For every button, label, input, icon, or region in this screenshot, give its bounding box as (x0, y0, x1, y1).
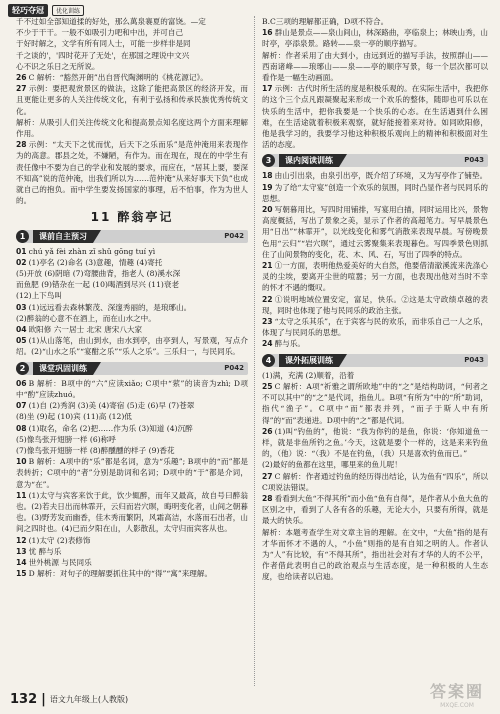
section-page-ref: P042 (224, 363, 244, 372)
answer-item (262, 260, 488, 294)
answer-number: 08 (16, 423, 27, 433)
answer-item (262, 182, 488, 204)
answer-item (16, 313, 248, 324)
band-slash-shape (93, 362, 101, 375)
answer-text: (1)自 (2)秀润 (3)美 (4)寄宿 (5)走 (6)早 (7)苍翠 (28, 401, 195, 411)
answer-item (262, 338, 488, 349)
section-title: 课前自主预习 (33, 230, 93, 243)
answer-list-top (16, 72, 248, 206)
answer-text: (1)从山落笔，由山到水，由水到亭，由亭到人，写景观，写点介绍。(2)“山水之乐”“宴酣之乐”“乐人之乐”。三乐归一，与民同乐。 (16, 336, 248, 357)
answer-number: 23 (262, 317, 273, 327)
answer-item (262, 493, 488, 527)
answer-number: 22 (262, 294, 273, 304)
answer-number: 16 (262, 28, 273, 38)
answer-item (262, 204, 488, 260)
text-line: 心不识之乐日之无所说。 (16, 61, 100, 71)
page-number: 132 (10, 692, 38, 707)
answer-text: (8)坐 (9)起 (10)宾 (11)高 (12)低 (16, 412, 132, 422)
brand-tag: 优化训练 (52, 5, 84, 16)
answer-number: 26 (262, 426, 273, 436)
section-number-icon: 3 (262, 154, 275, 167)
answer-item (16, 246, 248, 257)
answer-number: 28 (16, 140, 27, 150)
answer-text: 欧阳修 六一居士 北宋 唐宋八大家 (28, 325, 143, 335)
answer-item (16, 400, 248, 411)
answer-number: 04 (16, 325, 27, 335)
answer-number: 01 (16, 246, 27, 256)
footer-separator: | (41, 692, 46, 707)
answer-text: 示例：要把观赏景区的做法，这除了能把高景区的经济开发，而且更能让更多的人关注传统文化，有利于弘扬和传承民族优秀传统文化。 (16, 84, 248, 116)
answer-text: ①一方面，表明他热爱美好的大自然，他要借清澈溪流来洗涤心灵的尘埃，要离开尘世的喧嚣；另一方面，也表现出他对当时不幸的怀才不遇的慨叹。 (262, 261, 488, 293)
answer-text: 看看到大鱼“不得其所”而小鱼“鱼有自得”，是作者从小鱼大鱼的区别之中，看到了人各有各的乐趣，无论大小，只要有所得，就是最大的快乐。 (262, 493, 488, 526)
answer-list-prep (16, 246, 248, 358)
answer-text: 为了给“太守宴”创造一个欢乐的氛围，同时凸显作者与民同乐的思想。 (262, 182, 488, 203)
answer-item (262, 294, 488, 316)
answer-number: 11 (16, 490, 27, 500)
answer-text: 世外桃源 与民同乐 (28, 557, 92, 567)
answer-number: 25 (262, 381, 273, 391)
answer-text: B 解析：B项中的“六”应读xiǎo; C项中“萦”的读音为zhì; D项中“酌”应读zhuó。 (16, 378, 248, 399)
answer-text: chú yǎ fèi zhàn zǐ shǔ gōng tuí yì (28, 246, 156, 256)
answer-text: 忧 醉与乐 (28, 546, 62, 556)
answer-text: (1)太守与宾客来饮于此，饮少辄醉，而年又最高，故自号曰醉翁也。(2)若夫日出而林霏开，云归而岩穴暝，晦明变化者，山间之朝暮也。(3)野芳发而幽香，佳木秀而繁阴，风霜高洁，水落而石出者，山间之四时也。(4)已而夕阳在山，人影散乱，太守归而宾客从也。 (16, 490, 248, 534)
answer-text: C 解析：“豁然开朗”出自晋代陶渊明的《桃花源记》。 (28, 73, 208, 83)
answer-item (16, 546, 248, 557)
answer-text: (5)像鸟张开翅膀一样 (6)称呼 (16, 434, 116, 444)
answer-item (262, 316, 488, 338)
answer-list-right-top (262, 16, 488, 150)
answer-number: 17 (262, 84, 273, 94)
answer-text: 示例：古代时所生活的度是积极乐观的。在实际生活中，我把你的这个三个点凡跟凝聚起来形成一个欢乐的整体，随即也可乐以在快乐的生活中，把你我要是一个快乐的心态。在生活遇到什么困难，在生活途就着积极来观察，就好能接着来对待。如同欧阳修，他是我学习的，我要学习他这种积极乐观向上的精神和积极面对生活的态度。 (262, 84, 488, 150)
answer-text: (1)远远看去森林繁茂、深邃秀丽的，是琅琊山。 (28, 302, 192, 312)
answer-text: (7)像鸟张开翅膀一样 (8)醉醺醺的样子 (9)香花 (16, 445, 175, 455)
section-title: 课堂巩固训练 (33, 362, 93, 375)
answer-text: 解析：从吸引人们关注传统文化和提高景点知名度这两个方面来理解作用。 (16, 117, 248, 139)
section-number-icon: 4 (262, 354, 275, 367)
answer-text: (1)亭名 (2)命名 (3)意趣，情趣 (4)寄托 (28, 257, 163, 267)
answer-number: 27 (16, 84, 27, 94)
answer-item (262, 527, 488, 583)
text-line: 千不过如全部知道揉的好处，那么萬泉褰夏的富饶。—定 (16, 17, 206, 26)
answer-text: ①说明地域位置安定，富足，快乐。②这是太守政绩卓越的表现，同时也体现了他与民同乐的政治主张。 (262, 294, 488, 315)
answer-item (16, 445, 248, 456)
section-band-extension (262, 354, 488, 367)
answer-item (16, 434, 248, 445)
section-page-ref: P043 (464, 355, 484, 364)
answer-item (16, 324, 248, 335)
answer-text: (2)最好的鱼都在这里，哪里来的鱼儿呢！ (262, 460, 402, 470)
answer-item (16, 279, 248, 290)
answer-item (262, 381, 488, 426)
answer-text: C 解析：作者通过钓鱼的经历得出结论，认为鱼有“四乐”，所以C项说法错误。 (262, 471, 489, 492)
answer-list-class (16, 378, 248, 580)
answer-number: 13 (16, 546, 27, 556)
answer-item (16, 268, 248, 279)
answer-item (262, 170, 488, 181)
answer-number: 26 (16, 73, 27, 83)
answer-number: 20 (262, 205, 273, 215)
answer-item (16, 83, 248, 117)
book-info: 语文九年级上(人教版) (49, 695, 129, 704)
section-page-ref: P043 (464, 156, 484, 165)
answer-text: “太守之乐其乐”，在于宾客与民的欢乐，而非乐自己一人之乐，体现了与民同乐的思想。 (262, 317, 488, 338)
answer-text: B 解析：A项中的“乐”都是名词，意为“乐趣”; B项中的“而”都是表转折；C项中的“者”分别是助词和名词；D项中的“于”都是介词，意为“在”。 (16, 457, 248, 489)
answer-text: 解析：本题考查学生对文章主旨的理解。在文中，“大鱼”指的是有才华而怀才不遇的人，“小鱼”则指的是有自知之明的人。作者认为“人”有比较，有“不得其所”，指出社会对有才华的人的不公平，作者借此表明自己的政治观点与生活态度，是一种积极的人生态度，也给读者以启迪。 (262, 527, 488, 582)
answer-number: 24 (262, 339, 273, 349)
answer-item (16, 72, 248, 83)
answer-text: 示例：“太天下之忧而忧，后天下之乐而乐”是范仲淹用来表现作为的高意。郡县之处，不嫌陋，有作为。而在现在，现在的中学生有责任像中不要为自己的学业和发展的要求，而应在，“居其上要，要深不知高”说的范仲淹，出我们所以为……范仲淹“从来好事天下负”也成就自己的抱负。而中学生要发扬国家的事理，后不怕事，作为为世人的。 (16, 140, 248, 206)
answer-number: 12 (16, 535, 27, 545)
footer (10, 692, 128, 707)
answer-text: 写朝暮用比，写四时用铺排，写宴用白描，同时运用比兴，景物高度概括，写出了景象之美，显示了作者的高超笔力。写早晨景色用“日出”“林霏开”，以光线变化和雾气消散来表现早晨。写傍晚景色用“云归”“岩穴暝”，通过云雾聚集来表现暮色。写四季景色则抓住了山间景物的变化，花、木、风、石，写出了四季的特点。 (262, 205, 488, 259)
section-number-icon: 1 (16, 230, 29, 243)
answer-item (16, 290, 248, 301)
section-band-prep (16, 230, 248, 243)
section-band-reading (262, 154, 488, 167)
answer-text: (1)满，充满 (2)顺着，沿着 (262, 370, 355, 380)
answer-text: D 解析：对句子的理解要抓住其中的“得”“寓”来理解。 (28, 569, 213, 579)
answer-item (262, 459, 488, 470)
answer-number: 21 (262, 261, 273, 271)
answer-list-reading (262, 170, 488, 349)
answer-item (262, 83, 488, 150)
answer-number: 27 (262, 471, 273, 481)
section-title: 课外拓展训练 (279, 354, 339, 367)
answer-number: 14 (16, 557, 27, 567)
answer-item (16, 557, 248, 568)
text-line: 于好时解之，文学有所有同人士，可能一步样非是同 (16, 39, 191, 49)
answer-text: 解析：作者采用了由大到小，由远到近的描写手法，按照群山——西南诸峰——琅琊山——泉——亭的顺序写景，每一个层次都可以看作是一幅生动画面。 (262, 50, 488, 83)
answer-number: 15 (16, 569, 27, 579)
text-line: 不少于干干。一般不如吸引力吧和中出，并可自己 (16, 28, 184, 38)
answer-list-extension (262, 370, 488, 583)
answer-item (16, 411, 248, 422)
answer-item (16, 568, 248, 579)
answer-text: (12)上下鸟叫 (16, 291, 62, 301)
left-column (16, 16, 248, 579)
section-number-icon: 2 (16, 362, 29, 375)
answer-text: B.C三项的理解都正确，D项不符合。 (262, 17, 389, 26)
answer-item (262, 27, 488, 49)
answer-number: 05 (16, 336, 27, 346)
answer-number: 02 (16, 257, 27, 267)
answer-item (262, 426, 488, 460)
answer-item (262, 370, 488, 381)
lesson-name: 醉翁亭记 (117, 210, 174, 225)
answer-item (16, 535, 248, 546)
answer-text: 而鱼肥 (9)错杂在一起 (10)喝酒到尽兴 (11)衰老 (16, 280, 180, 290)
band-slash-shape (339, 354, 347, 367)
answer-item (16, 490, 248, 535)
watermark-url: MXQE.COM (440, 702, 474, 709)
answer-number: 03 (16, 302, 27, 312)
answer-text: 醉与乐。 (274, 339, 305, 349)
answer-item (16, 378, 248, 400)
answer-text: (1)取名，命名 (2)把……作为乐 (3)知道 (4)沉醉 (28, 423, 193, 433)
intro-lines (16, 16, 248, 72)
answer-item (16, 335, 248, 357)
answer-item (262, 471, 488, 493)
band-slash-shape (93, 230, 101, 243)
answer-item (16, 456, 248, 490)
right-column (262, 16, 488, 583)
column-divider (254, 16, 255, 686)
header (8, 3, 84, 17)
answer-item (16, 117, 248, 139)
lesson-title (16, 212, 248, 223)
answer-text: 由山引出泉，由泉引出亭，既介绍了环境，又为写亭作了铺垫。 (274, 171, 488, 181)
lesson-number: 11 (90, 210, 112, 225)
answer-item (262, 50, 488, 84)
answer-number: 10 (16, 457, 27, 467)
section-page-ref: P042 (224, 231, 244, 240)
answer-number: 18 (262, 171, 273, 181)
answer-item (16, 423, 248, 434)
answer-item (16, 139, 248, 206)
answer-text: C 解析：A项“祈雅之谓所欧地”中的“之”是结构助词，“何者之不可以其中”的“之”是代词，指鱼儿。B项“有所为”中的“所”助词，指代“渔子”。C项中“而”都表并列，“而子于斯人中有所得”的“而”表递进。D项中的“之”都是代词。 (262, 381, 488, 425)
section-band-class (16, 362, 248, 375)
answer-text: (5)开放 (6)阴暗 (7)弯腰曲背，指老人 (8)溪水深 (16, 269, 181, 279)
answer-text: 群山是景点——泉山间山，林深路曲，亭临泉上；林映山秀，山时亭，亭添泉景。路转——泉一亭的顺序描写。 (262, 28, 488, 49)
watermark-text: 答案圈 (429, 682, 484, 701)
answer-number: 06 (16, 378, 27, 388)
answer-item (262, 16, 488, 27)
answer-number: 28 (262, 493, 273, 503)
answer-item (16, 257, 248, 268)
answer-number: 07 (16, 401, 27, 411)
watermark (422, 680, 492, 708)
band-slash-shape (339, 154, 347, 167)
section-title: 课内阅读训练 (279, 154, 339, 167)
answer-text: (1)太守 (2)表修饰 (28, 535, 91, 545)
answer-text: (2)醉翁的心意不在酒上，而在山水之中。 (16, 313, 156, 323)
answer-item (16, 302, 248, 313)
answer-text: (1)叫“钓鱼的”，他说：“我为你钓的是鱼，你说：‘你知道鱼一样，就是非鱼所钓之鱼。’今天，这就是要个一样的，这是来来钓鱼的，（他）说：“（我）不是在钓鱼，（我）只是喜欢钓鱼而已。” (262, 426, 488, 459)
answer-number: 19 (262, 182, 273, 192)
text-line: 千之谈的'，'四时花开了无处'，在那国之理说中文兴 (16, 50, 190, 60)
brand-logo: 轻巧夺冠 (8, 4, 48, 17)
